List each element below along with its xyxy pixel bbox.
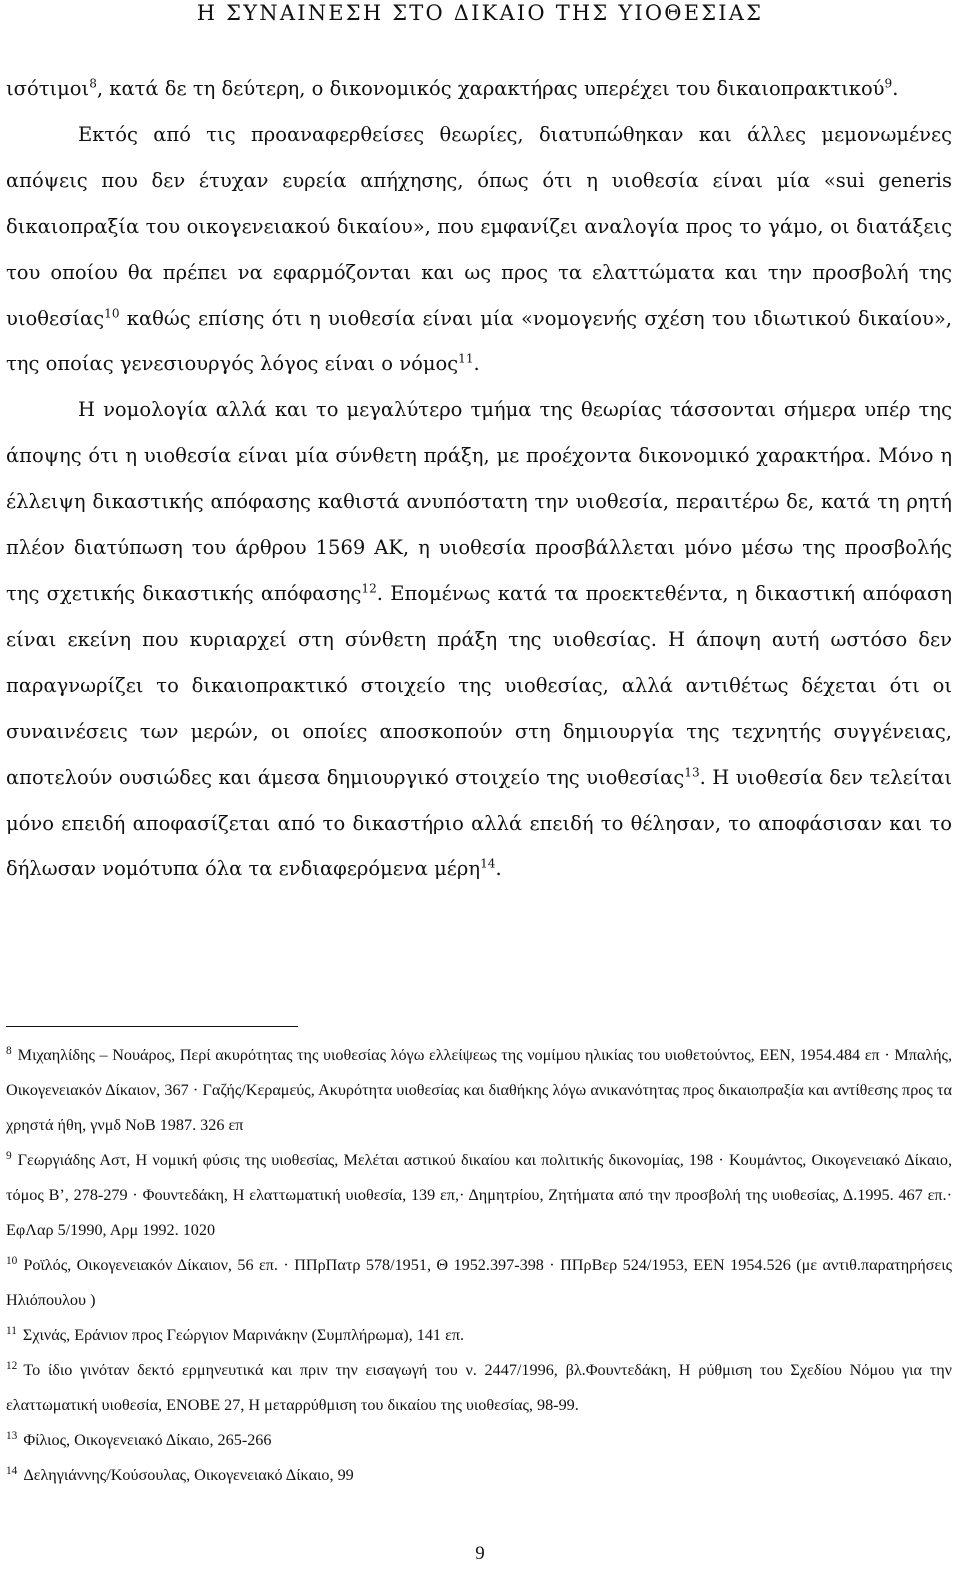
- page-number: 9: [475, 1543, 485, 1564]
- footnote-number: 12: [6, 1360, 18, 1372]
- footnote-14: [6, 1458, 952, 1493]
- footnote-ref-8[interactable]: 8: [89, 76, 97, 91]
- footnote-number: 14: [6, 1465, 18, 1477]
- footnote-ref-10[interactable]: 10: [104, 306, 120, 321]
- footnote-ref-13[interactable]: 13: [684, 765, 700, 780]
- footnote-text: Φίλιος, Οικογενειακό Δίκαιο, 265-266: [23, 1431, 272, 1449]
- footnote-12: [6, 1353, 952, 1423]
- footnote-number: 8: [6, 1045, 12, 1057]
- footnote-text: Ροϊλός, Οικογενειακόν Δίκαιον, 56 επ. · ΠΠρΠατρ 578/1951, Θ 1952.397-398 · ΠΠρΒερ 524/1953, ΕΕΝ 1954.526 (με αντιθ.παρατηρήσεις Ηλιόπουλου ): [6, 1256, 952, 1309]
- footnote-text: Μιχαηλίδης – Νουάρος, Περί ακυρότητας της υιοθεσίας λόγω ελλείψεως της νομίμου ηλικίας του υιοθετούντος, ΕΕΝ, 1954.484 επ · Μπαλής, Οικογενειακόν Δίκαιον, 367 · Γαζής/Κεραμεύς, Ακυρότητα υιοθεσίας και διαθήκης λόγω ανικανότητας προς δικαιοπραξία και αντίθεσης προς τα χρηστά ήθη, γνμδ ΝοΒ 1987. 326 επ: [6, 1046, 952, 1134]
- footnote-ref-9[interactable]: 9: [884, 76, 893, 91]
- footnote-9: [6, 1143, 952, 1248]
- paragraph-3: Η νομολογία αλλά και το μεγαλύτερο τμήμα της θεωρίας τάσσονται σήμερα υπέρ της άποψης ότι η υιοθεσία είναι μία σύνθετη πράξη, με προέχοντα δικονομικό χαρακτήρα. Μόνο η έλλειψη δικαστικής απόφασης καθιστά ανυπόστατη την υιοθεσία, περαιτέρω δε, κατά τη ρητή πλέον διατύπωση του άρθρου 1569 ΑΚ, η υιοθεσία προσβάλλεται μόνο μέσω της προσβολής της σχετικής δικαστικής απόφασης$^{12}$. Επομένως κατά τα προεκτεθέντα, η δικαστική απόφαση είναι εκείνη που κυριαρχεί στη σύνθετη πράξη της υιοθεσίας. Η άποψη αυτή ωστόσο δεν παραγνωρίζει το δικαιοπρακτικό στοιχείο της υιοθεσίας, αλλά αντιθέτως δέχεται ότι οι συναινέσεις των μερών, οι οποίες αποσκοπούν στη δημιουργία της τεχνητής συγγένειας, αποτελούν ουσιώδες και άμεσα δημιουργικό στοιχείο της υιοθεσίας$^{13}$. Η υιοθεσία δεν τελείται μόνο επειδή αποφασίζεται από το δικαστήριο αλλά επειδή το θέλησαν, το αποφάσισαν και το δήλωσαν νομότυπα όλα τα ενδιαφερόμενα μέρη$^{14}$.: [6, 398, 953, 881]
- footnote-number: 9: [6, 1150, 12, 1162]
- footnote-text: Γεωργιάδης Αστ, Η νομική φύσις της υιοθεσίας, Μελέται αστικού δικαίου και πολιτικής δικονομίας, 198 · Κουμάντος, Οικογενειακό Δίκαιο, τόμος Β’, 278-279 · Φουντεδάκη, Η ελαττωματική υιοθεσία, 139 επ,· Δημητρίου, Ζητήματα από την προσβολή της υιοθεσίας, Δ.1995. 467 επ.· ΕφΛαρ 5/1990, Αρμ 1992. 1020: [6, 1151, 952, 1239]
- footnote-8: [6, 1038, 952, 1143]
- footnote-number: 13: [6, 1430, 18, 1442]
- paragraph-2: Εκτός από τις προαναφερθείσες θεωρίες, διατυπώθηκαν και άλλες μεμονωμένες απόψεις που δεν έτυχαν ευρεία απήχησης, όπως ότι η υιοθεσία είναι μία «sui generis δικαιοπραξία του οικογενειακού δικαίου», που εμφανίζει αναλογία προς το γάμο, οι διατάξεις του οποίου θα πρέπει να εφαρμόζονται και ως προς τα ελαττώματα και την προσβολή της υιοθεσίας$^{10}$ καθώς επίσης ότι η υιοθεσία είναι μία «νομογενής σχέση του ιδιωτικού δικαίου», της οποίας γενεσιουργός λόγος είναι ο νόμος$^{11}$.: [6, 122, 952, 376]
- footnote-11: [6, 1318, 952, 1353]
- footnotes: [6, 1038, 952, 1493]
- footnote-13: [6, 1423, 952, 1458]
- footnote-ref-14[interactable]: 14: [480, 856, 496, 871]
- footnote-separator: [6, 1026, 298, 1027]
- body-text: [6, 66, 952, 892]
- footnote-number: 10: [6, 1255, 18, 1267]
- footnote-ref-12[interactable]: 12: [361, 581, 377, 596]
- footnote-text: Σχινάς, Εράνιον προς Γεώργιον Μαρινάκην (Συμπλήρωμα), 141 επ.: [22, 1326, 465, 1344]
- footnote-ref-11[interactable]: 11: [458, 351, 474, 366]
- footnote-number: 11: [6, 1325, 17, 1337]
- footnote-text: Το ίδιο γινόταν δεκτό ερμηνευτικά και πριν την εισαγωγή του ν. 2447/1996, βλ.Φουντεδάκη, Η ρύθμιση του Σχεδίου Νόμου για την ελαττωματική υιοθεσία, ΕΝΟΒΕ 27, Η μεταρρύθμιση του δικαίου της υιοθεσίας, 98-99.: [6, 1361, 952, 1414]
- paragraph-1: ισότιμοι$^8$, κατά δε τη δεύτερη, ο δικονομικός χαρακτήρας υπερέχει του δικαιοπρακτικού$^9$.: [6, 76, 899, 100]
- footnote-10: [6, 1248, 952, 1318]
- footnote-text: Δεληγιάννης/Κούσουλας, Οικογενειακό Δίκαιο, 99: [23, 1466, 354, 1484]
- running-header: Η ΣΥΝΑΙΝΕΣΗ ΣΤΟ ΔΙΚΑΙΟ ΤΗΣ ΥΙΟΘΕΣΙΑΣ: [196, 1, 764, 25]
